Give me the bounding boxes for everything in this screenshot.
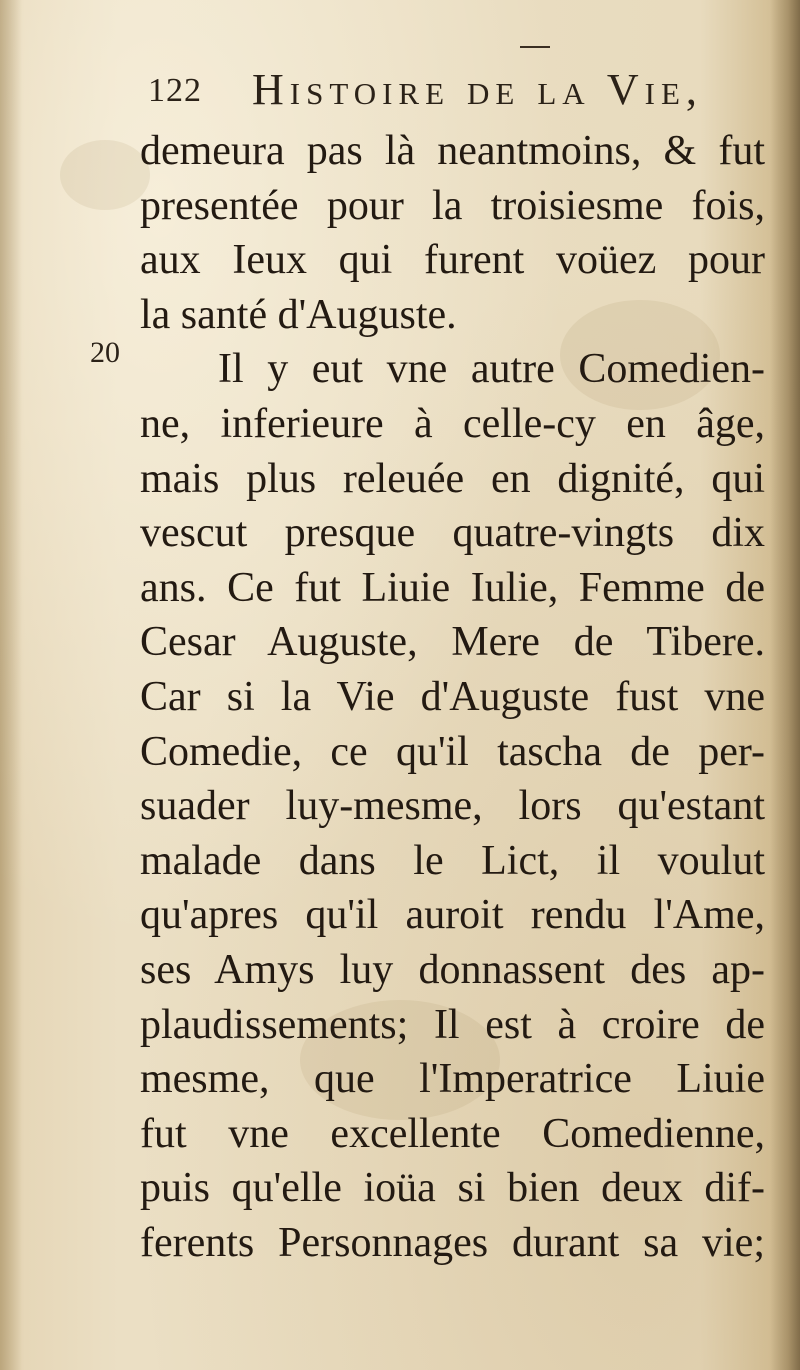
body-text xyxy=(140,124,765,1270)
text-line: la santé d'Auguste. xyxy=(140,291,457,338)
running-title: Histoire de la Vie, xyxy=(252,65,703,114)
text-line: Cesar Auguste, Mere de Tibere. xyxy=(140,619,765,666)
paper-stain xyxy=(60,140,150,210)
text-line: ferents Personnages durant sa vie; xyxy=(140,1219,765,1266)
text-line: malade dans le Lict, il voulut xyxy=(140,837,765,884)
text-line: puis qu'elle ioüa si bien deux dif- xyxy=(140,1165,765,1212)
text-line: aux Ieux qui furent voüez pour xyxy=(140,237,765,284)
text-line: Il y eut vne autre Comedien- xyxy=(218,346,765,393)
text-line: vescut presque quatre-vingts dix xyxy=(140,510,765,557)
page-number: 122 xyxy=(148,72,202,109)
page-header xyxy=(148,60,748,120)
text-line: suader luy-mesme, lors qu'estant xyxy=(140,783,765,830)
text-line: mesme, que l'Imperatrice Liuie xyxy=(140,1056,765,1103)
text-line: plaudissements; Il est à croire de xyxy=(140,1001,765,1048)
text-line: demeura pas là neantmoins, & fut xyxy=(140,128,765,174)
text-line: Comedie, ce qu'il tascha de per- xyxy=(140,728,765,775)
page-left-edge xyxy=(0,0,22,1370)
text-line: mais plus releuée en dignité, qui xyxy=(140,455,765,502)
spine-shadow xyxy=(770,0,800,1370)
text-line: ans. Ce fut Liuie Iulie, Femme de xyxy=(140,564,765,611)
text-line: presentée pour la troisiesme fois, xyxy=(140,182,765,229)
header-mark xyxy=(520,46,550,48)
text-line: ne, inferieure à celle-cy en âge, xyxy=(140,400,765,447)
text-line: fut vne excellente Comedienne, xyxy=(140,1110,765,1157)
text-line: qu'apres qu'il auroit rendu l'Ame, xyxy=(140,892,765,939)
margin-line-number: 20 xyxy=(90,336,120,369)
text-line: Car si la Vie d'Auguste fust vne xyxy=(140,673,765,720)
text-line: ses Amys luy donnassent des ap- xyxy=(140,946,765,993)
